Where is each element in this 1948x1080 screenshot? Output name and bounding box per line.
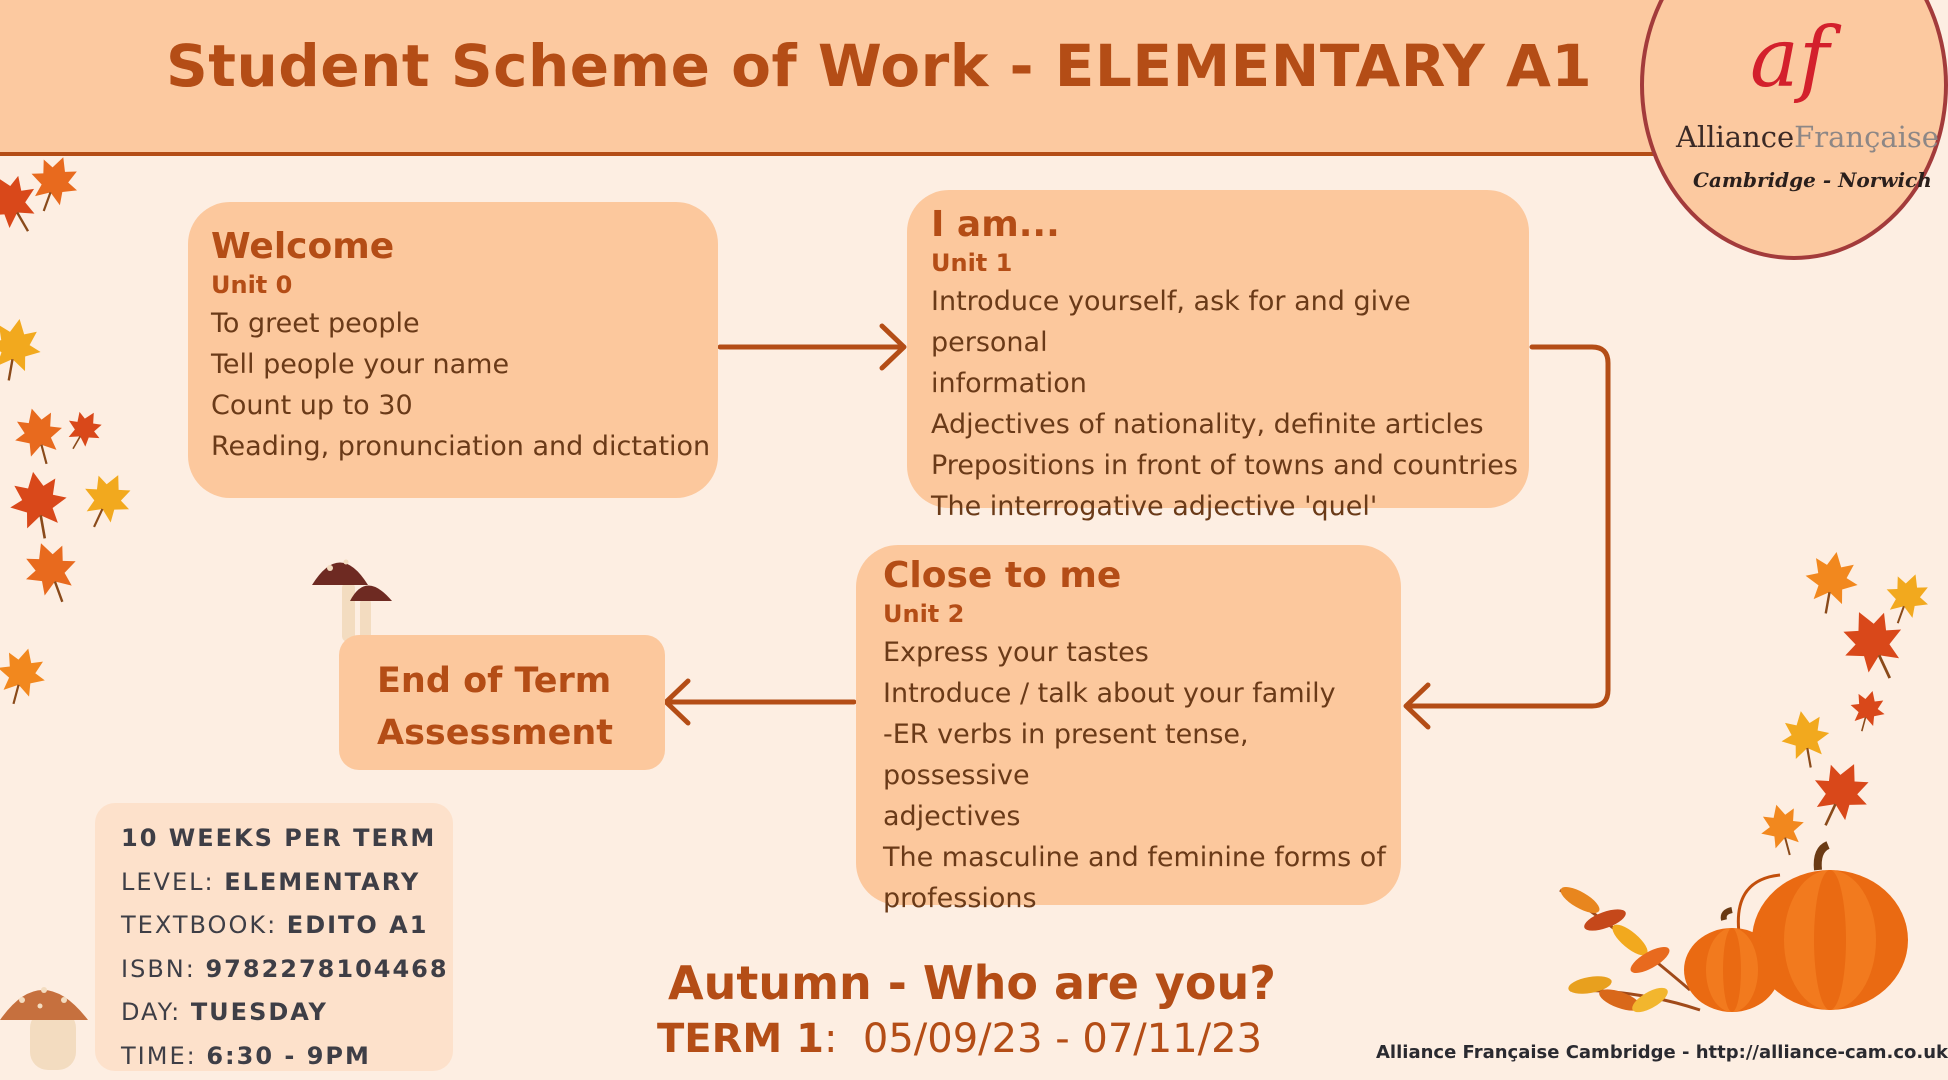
term-dates-line: TERM 1: 05/09/23 - 07/11/23 — [657, 1016, 1263, 1062]
leaf-icon — [1755, 547, 1936, 860]
info-level — [121, 861, 427, 905]
info-day-value: TUESDAY — [190, 998, 328, 1026]
assessment-card — [339, 635, 665, 770]
logo-subtitle: Cambridge - Norwich — [1693, 168, 1932, 192]
info-textbook-label: TEXTBOOK: — [121, 911, 278, 939]
logo-mark: af — [1750, 11, 1830, 106]
unit-card-close-to-me — [856, 545, 1401, 914]
unit-line: adjectives — [883, 801, 1021, 832]
logo-name-part1: Alliance — [1676, 120, 1795, 154]
info-level-value: ELEMENTARY — [224, 867, 421, 896]
unit-line: Introduce / talk about your family — [883, 678, 1336, 709]
logo-name-part2: Française — [1794, 120, 1939, 154]
info-time-value: 6:30 - 9PM — [206, 1041, 371, 1070]
info-time — [121, 1035, 427, 1079]
unit-line: Introduce yourself, ask for and give personal — [931, 286, 1411, 358]
logo-name — [1676, 120, 1939, 154]
unit-label: Unit 1 — [931, 249, 1013, 277]
info-isbn-label: ISBN: — [121, 954, 196, 983]
unit-card-i-am — [907, 190, 1529, 522]
assessment-line: End of Term — [377, 661, 612, 701]
unit-line: Reading, pronunciation and dictation — [211, 431, 711, 462]
info-isbn — [121, 948, 449, 992]
leaf-icon — [0, 149, 140, 710]
arrow-unit2-to-assessment — [666, 681, 854, 723]
unit-line: Count up to 30 — [211, 390, 413, 421]
info-weeks — [121, 817, 437, 861]
unit-label: Unit 0 — [211, 271, 293, 299]
unit-line: information — [931, 368, 1087, 399]
assessment-line: Assessment — [377, 713, 614, 753]
arrow-welcome-to-unit1 — [720, 326, 904, 368]
unit-line: The interrogative adjective 'quel' — [931, 491, 1378, 522]
unit-line: Express your tastes — [883, 637, 1149, 668]
foliage-icon — [1557, 882, 1700, 1017]
page-title: Student Scheme of Work - ELEMENTARY A1 — [166, 32, 1593, 100]
info-time-label: TIME: — [121, 1041, 197, 1070]
term-dates: 05/09/23 - 07/11/23 — [862, 1016, 1263, 1062]
unit-line: professions — [883, 883, 1037, 914]
info-level-label: LEVEL: — [121, 867, 215, 896]
info-day-label: DAY: — [121, 998, 182, 1026]
course-info-box — [95, 803, 453, 1071]
unit-title: Close to me — [883, 555, 1122, 596]
info-weeks-text: 10 WEEKS PER TERM — [121, 824, 437, 852]
mushroom-icon — [312, 560, 392, 643]
unit-line: Adjectives of nationality, definite articles — [931, 409, 1484, 440]
unit-title: Welcome — [211, 226, 395, 267]
term-label: TERM 1 — [657, 1016, 824, 1062]
mushroom-icon — [0, 987, 88, 1070]
unit-title: I am... — [931, 204, 1060, 245]
pumpkin-icon — [1684, 845, 1908, 1012]
term-heading: Autumn - Who are you? — [668, 956, 1276, 1010]
unit-line: Tell people your name — [211, 349, 510, 380]
info-isbn-value: 9782278104468 — [205, 954, 449, 983]
info-day — [121, 991, 427, 1035]
footer-credit: Alliance Française Cambridge - http://alliance-cam.co.uk — [1376, 1042, 1948, 1063]
unit-card-welcome — [188, 202, 718, 498]
unit-line: To greet people — [211, 308, 420, 339]
info-textbook-value: EDITO A1 — [286, 911, 429, 939]
unit-line: -ER verbs in present tense, possessive — [883, 719, 1249, 791]
unit-label: Unit 2 — [883, 600, 965, 628]
unit-line: Prepositions in front of towns and countries — [931, 450, 1518, 481]
info-textbook — [121, 904, 427, 948]
unit-line: The masculine and feminine forms of — [883, 842, 1386, 873]
